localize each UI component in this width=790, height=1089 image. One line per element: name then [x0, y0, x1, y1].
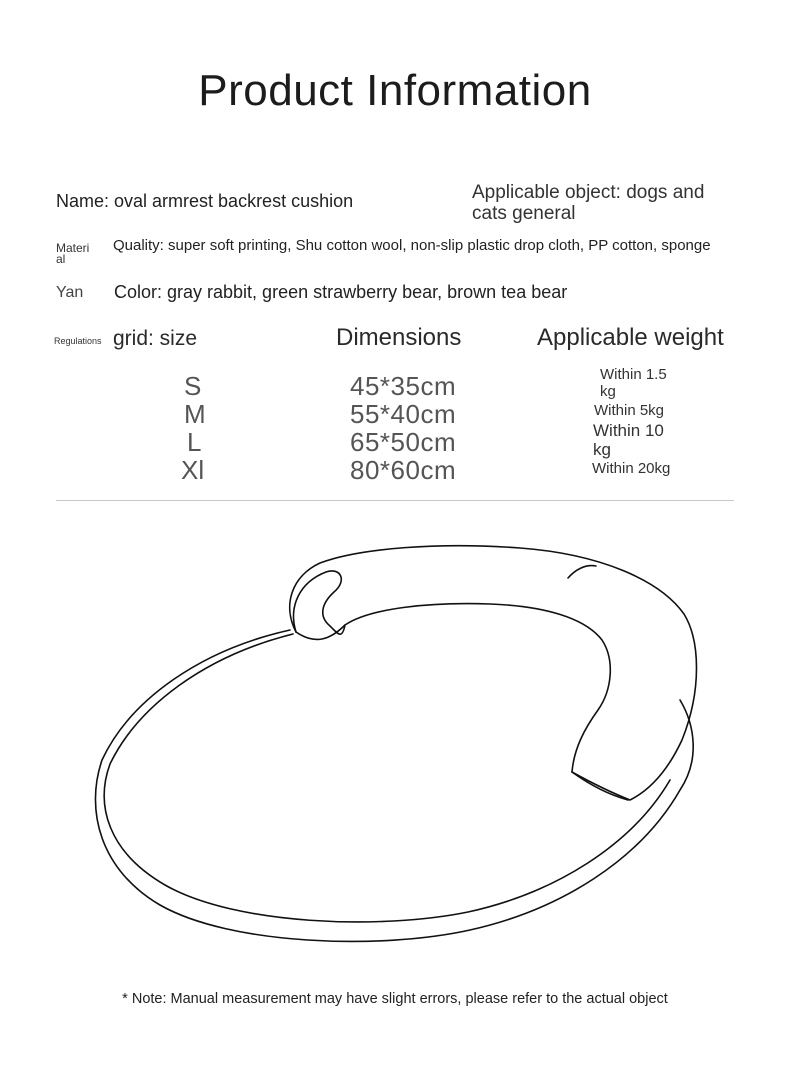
- product-name: Name: oval armrest backrest cushion: [56, 191, 354, 211]
- table-row-size: S: [184, 371, 202, 401]
- measurement-note: * Note: Manual measurement may have slight errors, please refer to the actual object: [122, 991, 668, 1007]
- table-row-size: Xl: [181, 455, 205, 485]
- cushion-bolster-outer: [290, 546, 697, 800]
- table-row-dimensions: 55*40cm: [350, 399, 457, 429]
- applicable-object: Applicable object: dogs and cats general: [472, 182, 705, 224]
- table-row-dimensions: 45*35cm: [350, 371, 457, 401]
- cushion-bolster-inner: [296, 604, 610, 772]
- table-row-weight: Within 1.5 kg: [600, 366, 667, 400]
- header-size: grid: size: [113, 327, 198, 350]
- cushion-bolster-left-cap: [294, 571, 345, 634]
- table-row-size: L: [187, 427, 202, 457]
- table-row-weight: Within 10 kg: [593, 421, 664, 459]
- table-row-dimensions: 80*60cm: [350, 455, 457, 485]
- regulations-label: Regulations: [54, 336, 102, 346]
- yan-label: Yan: [56, 284, 84, 301]
- table-row-size: M: [184, 399, 206, 429]
- material-label: Materi al: [56, 241, 90, 266]
- header-dimensions: Dimensions: [336, 324, 462, 351]
- table-row-weight: Within 20kg: [592, 460, 671, 477]
- table-row-weight: Within 5kg: [594, 402, 665, 419]
- cushion-bolster-right-seam: [568, 566, 596, 578]
- table-row-dimensions: 65*50cm: [350, 427, 457, 457]
- cushion-base-inner: [104, 634, 670, 922]
- color-line: Color: gray rabbit, green strawberry bear, brown tea bear: [114, 282, 568, 302]
- header-weight: Applicable weight: [537, 324, 724, 351]
- page-title: Product Information: [198, 66, 592, 115]
- quality-line: Quality: super soft printing, Shu cotton wool, non-slip plastic drop cloth, PP cotton, sponge: [113, 237, 711, 254]
